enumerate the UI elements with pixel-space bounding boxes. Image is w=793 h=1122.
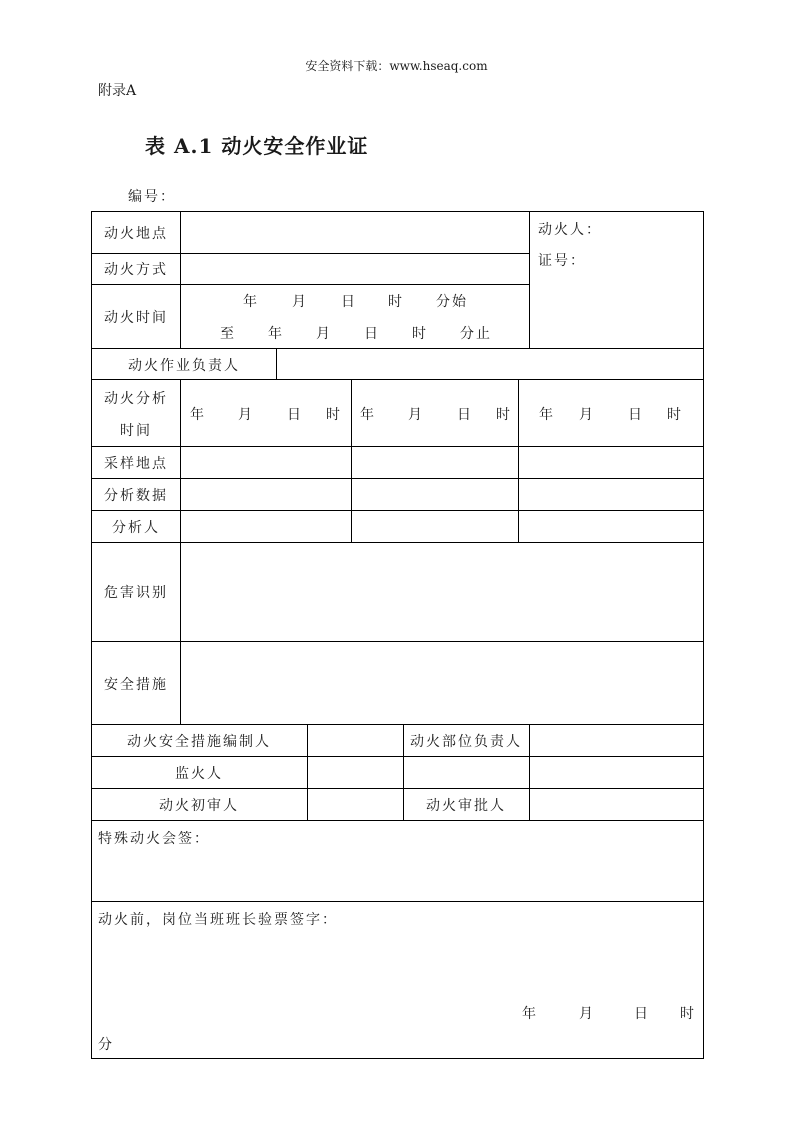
sampling-label: 采样地点 xyxy=(104,456,168,472)
analysis2-year: 年 xyxy=(360,407,376,423)
time-day: 日 xyxy=(341,294,357,310)
cert-label: 证号： xyxy=(538,253,586,269)
time-end-year: 年 xyxy=(268,326,284,342)
analysis2-hour: 时 xyxy=(496,407,512,423)
site-header: 安全资料下载：www.hseaq.com xyxy=(305,59,488,73)
time-minute-start: 分始 xyxy=(436,294,468,310)
analysis3-month: 月 xyxy=(579,407,595,423)
time-end-day: 日 xyxy=(364,326,380,342)
analysis3-day: 日 xyxy=(628,407,644,423)
measures-author-label: 动火安全措施编制人 xyxy=(127,734,271,750)
time-end-minute: 分止 xyxy=(460,326,492,342)
sign-minute: 分 xyxy=(98,1037,114,1053)
time-year: 年 xyxy=(243,294,259,310)
analysis1-month: 月 xyxy=(238,407,254,423)
sign-month: 月 xyxy=(579,1006,595,1022)
analysis2-day: 日 xyxy=(457,407,473,423)
analysis1-hour: 时 xyxy=(326,407,342,423)
analysis3-year: 年 xyxy=(539,407,555,423)
location-label: 动火地点 xyxy=(104,226,168,242)
time-end-hour: 时 xyxy=(412,326,428,342)
page-title: 表 A.1 动火安全作业证 xyxy=(145,134,369,158)
appendix-label: 附录A xyxy=(98,83,137,99)
shift-leader-label: 动火前，岗位当班班长验票签字： xyxy=(98,912,338,928)
analysis1-year: 年 xyxy=(190,407,206,423)
analysis1-day: 日 xyxy=(287,407,303,423)
method-label: 动火方式 xyxy=(104,262,168,278)
analyst-label: 分析人 xyxy=(112,520,160,536)
time-label: 动火时间 xyxy=(104,310,168,326)
initial-review-label: 动火初审人 xyxy=(159,798,239,814)
time-to: 至 xyxy=(220,326,236,342)
supervisor-label: 动火作业负责人 xyxy=(128,358,240,374)
analysis2-month: 月 xyxy=(408,407,424,423)
serial-number-label: 编号： xyxy=(128,189,176,205)
safety-label: 安全措施 xyxy=(104,677,168,693)
analysis3-hour: 时 xyxy=(667,407,683,423)
analysis-time-label: 动火分析 xyxy=(104,391,168,407)
dept-head-label: 动火部位负责人 xyxy=(410,734,522,750)
time-month: 月 xyxy=(292,294,308,310)
time-end-month: 月 xyxy=(316,326,332,342)
approver-label: 动火审批人 xyxy=(426,798,506,814)
time-hour: 时 xyxy=(388,294,404,310)
data-label: 分析数据 xyxy=(104,488,168,504)
analysis-time-label-2: 时间 xyxy=(120,423,152,439)
sign-hour: 时 xyxy=(680,1006,696,1022)
hazard-label: 危害识别 xyxy=(104,585,168,601)
sign-day: 日 xyxy=(634,1006,650,1022)
special-sign-label: 特殊动火会签： xyxy=(98,831,210,847)
sign-year: 年 xyxy=(522,1006,538,1022)
fire-watch-label: 监火人 xyxy=(175,766,223,782)
operator-label: 动火人： xyxy=(538,222,602,238)
